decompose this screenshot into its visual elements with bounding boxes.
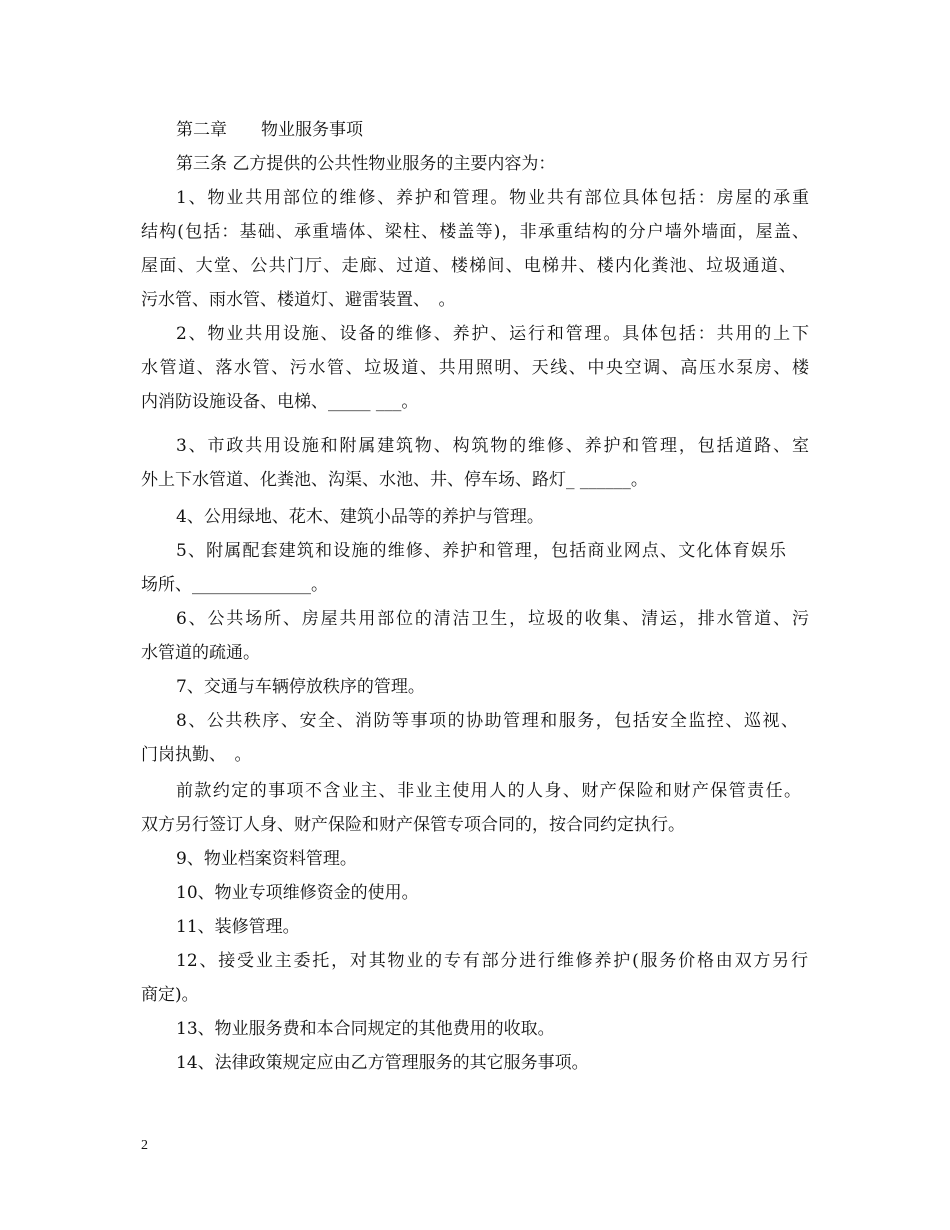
paragraph-line: 8、公共秩序、安全、消防等事项的协助管理和服务，包括安全监控、巡视、 [176, 711, 798, 731]
paragraph-line: 9、物业档案资料管理。 [176, 849, 357, 869]
paragraph-line: 10、物业专项维修资金的使用。 [176, 883, 419, 903]
paragraph-line: 3、市政共用设施和附属建筑物、构筑物的维修、养护和管理，包括道路、室 [176, 436, 809, 456]
paragraph-line: 14、法律政策规定应由乙方管理服务的其它服务事项。 [176, 1053, 589, 1073]
paragraph-line: 双方另行签订人身、财产保险和财产保管专项合同的，按合同约定执行。 [141, 815, 685, 835]
paragraph-line: 1、物业共用部位的维修、养护和管理。物业共有部位具体包括：房屋的承重 [176, 188, 809, 208]
chapter-heading: 第二章 物业服务事项 [176, 120, 363, 140]
paragraph-line: 12、接受业主委托，对其物业的专有部分进行维修养护(服务价格由双方另行 [176, 951, 808, 971]
paragraph-line: 商定)。 [141, 985, 199, 1005]
paragraph-line: 结构(包括：基础、承重墙体、梁柱、楼盖等)，非承重结构的分户墙外墙面，屋盖、 [141, 222, 809, 242]
paragraph-line: 4、公用绿地、花木、建筑小品等的养护与管理。 [176, 507, 544, 527]
paragraph-line: 水管道、落水管、污水管、垃圾道、共用照明、天线、中央空调、高压水泵房、楼 [141, 358, 809, 378]
paragraph-line: 场所、______________。 [141, 575, 328, 595]
paragraph-line: 外上下水管道、化粪池、沟渠、水池、井、停车场、路灯_ ______。 [141, 470, 648, 490]
paragraph-line: 屋面、大堂、公共门厅、走廊、过道、楼梯间、电梯井、楼内化粪池、垃圾通道、 [141, 256, 796, 276]
paragraph-line: 前款约定的事项不含业主、非业主使用人的人身、财产保险和财产保管责任。 [176, 781, 801, 801]
paragraph-line: 水管道的疏通。 [141, 643, 260, 663]
paragraph-line: 5、附属配套建筑和设施的维修、养护和管理，包括商业网点、文化体育娱乐 [176, 541, 786, 561]
page-number: 2 [141, 1138, 148, 1153]
paragraph-line: 13、物业服务费和本合同规定的其他费用的收取。 [176, 1019, 555, 1039]
paragraph-line: 门岗执勤、 。 [141, 745, 252, 765]
paragraph-line: 6、公共场所、房屋共用部位的清洁卫生，垃圾的收集、清运，排水管道、污 [176, 609, 809, 629]
paragraph-line: 污水管、雨水管、楼道灯、避雷装置、 。 [141, 290, 456, 310]
article-title: 第三条 乙方提供的公共性物业服务的主要内容为： [176, 154, 556, 174]
paragraph-line: 2、物业共用设施、设备的维修、养护、运行和管理。具体包括：共用的上下 [176, 324, 809, 344]
paragraph-line: 7、交通与车辆停放秩序的管理。 [176, 677, 425, 697]
paragraph-line: 11、装修管理。 [176, 917, 300, 937]
paragraph-line: 内消防设施设备、电梯、_____ ___。 [141, 392, 419, 412]
